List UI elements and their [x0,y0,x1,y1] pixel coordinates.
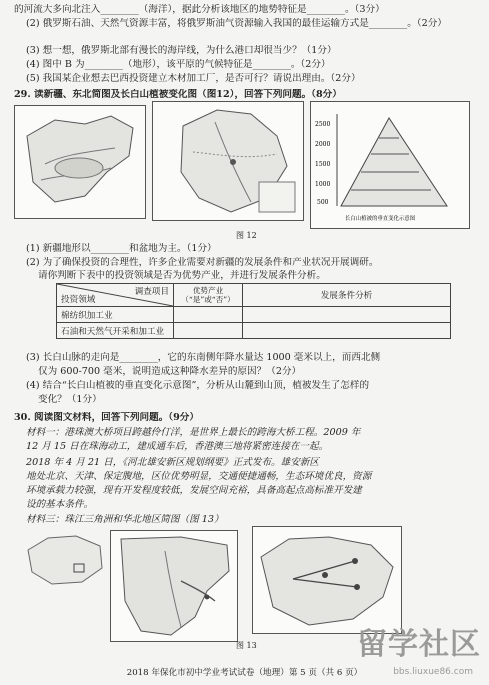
changbai-vegetation-chart [310,101,470,229]
table-row [57,323,451,339]
material-2-line-d: 设的基本条件。 [26,499,94,510]
row-field: 石油和天然气开采和加工业 [57,323,174,339]
table-header-corner [57,284,174,307]
northeast-map-svg [153,102,303,220]
tick-label: 500 [317,199,329,206]
line-q29-1: (1) 新疆地形以________和盆地为主。（1分） [26,243,217,254]
north-china-svg [253,527,401,633]
row-analysis-cell[interactable] [243,323,451,339]
header-advantage: 优势产业（“是”或“否”） [174,284,243,307]
table-row [57,307,451,323]
china-inset-map [22,530,108,588]
question-30-title: 30. 阅读图文材料，回答下列问题。（9分） [14,412,199,423]
line-q29-2: (2) 为了确保投资的合理性，许多企业需要对新疆的发展条件和产业状况开展调研。 [26,257,379,268]
northeast-map [152,101,304,221]
xinjiang-map-svg [15,106,145,218]
header-field: 投资领域 [61,295,96,305]
figure-13-caption: 图 13 [236,641,257,650]
material-2-line: 2018 年 4 月 21 日，《河北雄安新区规划纲要》正式发布。雄安新区 [26,457,320,468]
xinjiang-map [14,105,146,219]
tick-label: 2000 [315,141,331,148]
material-3-line: 材料三：珠江三角洲和华北地区简图（图 13） [26,514,224,525]
line-q29-3b: 仅为 600-700 毫米，说明造成这种降水差异的原因？（2分） [38,366,302,377]
material-1-line: 材料一：港珠澳大桥项目跨越伶仃洋，是世界上最长的跨海大桥工程。2009 年 [26,427,361,438]
changbai-vegetation-svg [311,102,469,228]
tick-label: 1500 [315,161,331,168]
page-footer: 2018 年保化市初中学业考试试卷（地理）第 5 页（共 6 页） [126,668,363,678]
line-q28-3: (3) 想一想，俄罗斯北部有漫长的海岸线，为什么港口却很当少？（1分） [26,45,337,56]
row-field: 棉纺织加工业 [57,307,174,323]
header-survey-item: 调查项目 [134,287,169,297]
header-analysis: 发展条件分析 [243,284,451,307]
north-china-map [252,526,402,634]
figure-12-caption: 图 12 [236,231,257,240]
material-2-line-b: 地处北京、天津、保定腹地，区位优势明显，交通便捷通畅，生态环境优良，资源 [26,471,372,482]
watermark-logo: 留学社区 [357,627,481,662]
line-q29-3: (3) 长白山脉的走向是________，它的东南侧年降水量达 1000 毫米以上，而西北侧 [26,352,381,363]
pearl-river-delta-svg [111,531,237,641]
line-q28-5: (5) 我国某企业想去巴西投资建立木材加工厂，是否可行？请说出理由。（2分） [26,73,361,84]
line-q28-1: 的河流大多向北注入________（海洋），据此分析该地区的地势特征是________。（3分） [14,4,385,15]
chart-title: 长白山植被的垂直变化示意图 [345,216,416,222]
material-2-line-c: 环境承载力较强，现有开发程度较低，发展空间充裕，具备高起点高标准开发建 [26,485,362,496]
investment-table [56,283,451,339]
row-analysis-cell[interactable] [243,307,451,323]
question-29-title: 29. 读新疆、东北简图及长白山植被变化图（图12），回答下列问题。（8分） [14,89,342,100]
line-q28-2: (2) 俄罗斯石油、天然气资源丰富，将俄罗斯油气资源输入我国的最佳运输方式是________。（2分） [26,18,447,29]
line-q29-4b: 变化？（1分） [38,394,102,405]
line-q29-2b: 请你判断下表中的投资领域是否为优势产业，并进行发展条件分析。 [38,270,326,281]
row-advantage-cell[interactable] [174,323,243,339]
line-q28-4: (4) 图中 B 为________（地形），该平原的气候特征是________。（2分） [26,59,331,70]
material-1-line-b: 12 月 15 日在珠海动工，建成通车后，香港澳三地将紧密连接在一起。 [26,441,329,452]
tick-label: 1000 [315,181,331,188]
row-advantage-cell[interactable] [174,307,243,323]
watermark-url: bbs.liuxue86.com [393,667,473,677]
line-q29-4: (4) 结合“长白山植被的垂直变化示意图”，分析从山麓到山顶，植被发生了怎样的 [26,380,370,391]
pearl-river-delta-map [110,530,238,642]
china-inset-svg [22,530,108,588]
tick-label: 2500 [315,121,331,128]
